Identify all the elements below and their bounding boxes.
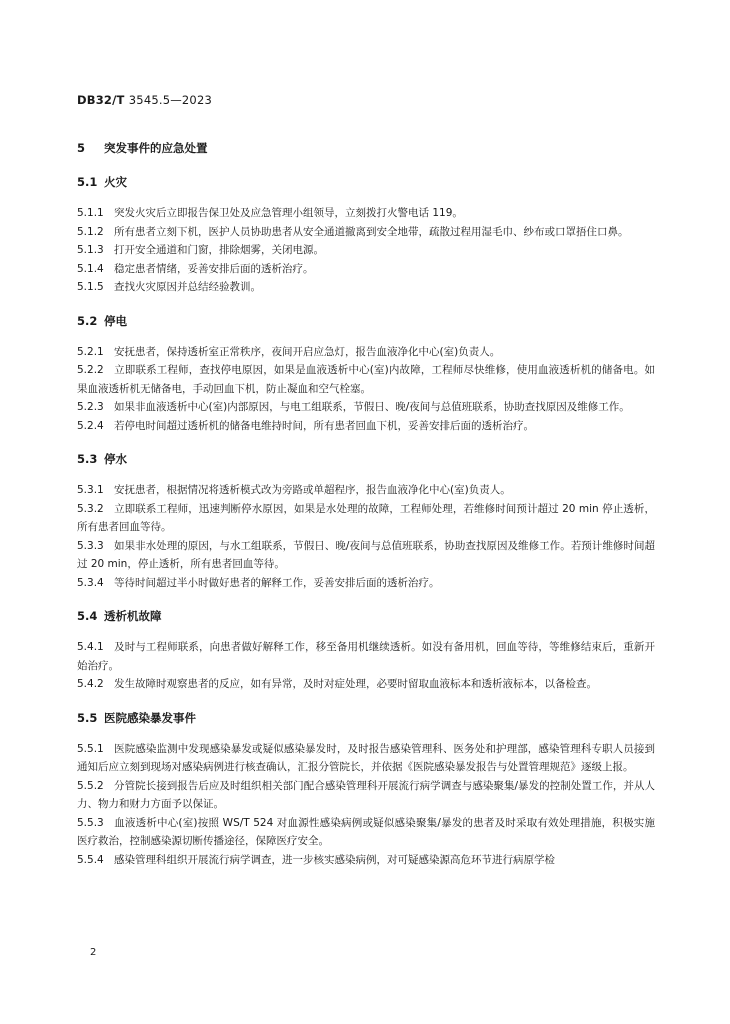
section-fire xyxy=(77,174,655,297)
clause-text: 打开安全通道和门窗，排除烟雾，关闭电源。 xyxy=(114,244,324,256)
clause xyxy=(77,204,655,223)
clause-number: 5.2.4 xyxy=(77,419,104,432)
clause xyxy=(77,343,655,362)
section-title: 停水 xyxy=(104,452,127,466)
clause xyxy=(77,223,655,242)
standard-header xyxy=(77,93,212,107)
section-heading xyxy=(77,608,655,624)
section-power-outage xyxy=(77,313,655,436)
clause xyxy=(77,500,655,537)
document-body xyxy=(77,140,655,885)
clause-text: 稳定患者情绪，妥善安排后面的透析治疗。 xyxy=(114,262,314,275)
clause-number: 5.2.2 xyxy=(77,364,104,376)
clause-number: 5.1.1 xyxy=(77,207,104,219)
clause-text: 安抚患者，保持透析室正常秩序，夜间开启应急灯，报告血液净化中心(室)负责人。 xyxy=(114,345,501,358)
clause xyxy=(77,278,655,297)
clause xyxy=(77,361,655,398)
clause xyxy=(77,740,655,777)
clause xyxy=(77,398,655,417)
clause-text: 立即联系工程师，迅速判断停水原因，如果是水处理的故障，工程师处理，若维修时间预计超过 20 min 停止透析，所有患者回血等待。 xyxy=(77,502,655,533)
clause-text: 突发火灾后立即报告保卫处及应急管理小组领导，立刻拨打火警电话 119。 xyxy=(114,207,463,219)
section-heading xyxy=(77,174,655,190)
chapter-heading xyxy=(77,140,655,156)
clause-text: 等待时间超过半小时做好患者的解释工作，妥善安排后面的透析治疗。 xyxy=(114,576,440,589)
clause-text: 感染管理科组织开展流行病学调查，进一步核实感染病例，对可疑感染源高危环节进行病原学检 xyxy=(114,853,555,866)
section-heading xyxy=(77,313,655,329)
clause-number: 5.3.2 xyxy=(77,502,104,515)
clause-text: 血液透析中心(室)按照 WS/T 524 对血源性感染病例或疑似感染聚集/暴发的患者及时采取有效处理措施，积极实施医疗救治，控制感染源切断传播途径，保障医疗安全。 xyxy=(77,816,655,847)
section-heading xyxy=(77,710,655,726)
clause-text: 分管院长接到报告后应及时组织相关部门配合感染管理科开展流行病学调查与感染聚集/暴发的控制处置工作，并从人力、物力和财力方面予以保证。 xyxy=(77,779,655,810)
clause-text: 若停电时间超过透析机的储备电维持时间，所有患者回血下机，妥善安排后面的透析治疗。 xyxy=(114,419,534,432)
page-number: 2 xyxy=(90,947,97,958)
clause-number: 5.5.1 xyxy=(77,742,104,755)
section-title: 停电 xyxy=(104,313,127,328)
clause-number: 5.3.3 xyxy=(77,539,104,552)
chapter-number: 5 xyxy=(77,141,86,155)
clause xyxy=(77,675,655,694)
clause xyxy=(77,851,655,870)
clause-text: 立即联系工程师，查找停电原因，如果是血液透析中心(室)内故障，工程师尽快维修，使用血液透析机的储备电。如果血液透析机无储备电，手动回血下机，防止凝血和空气栓塞。 xyxy=(77,364,655,395)
section-machine-failure xyxy=(77,608,655,694)
standard-prefix: DB32/T xyxy=(77,93,125,107)
section-number: 5.3 xyxy=(77,452,98,466)
clause-number: 5.3.1 xyxy=(77,484,104,496)
clause-text: 医院感染监测中发现感染暴发或疑似感染暴发时，及时报告感染管理科、医务处和护理部，感染管理科专职人员接到通知后应立刻到现场对感染病例进行核查确认，汇报分管院长，并依据《医院感染暴发报告与处置管理规范》逐级上报。 xyxy=(77,742,655,773)
section-number: 5.4 xyxy=(77,609,98,623)
section-number: 5.2 xyxy=(77,313,98,328)
clause-number: 5.5.3 xyxy=(77,816,104,829)
section-water-outage xyxy=(77,451,655,592)
section-title: 透析机故障 xyxy=(104,609,162,623)
section-title: 医院感染暴发事件 xyxy=(104,710,196,725)
clause-number: 5.2.3 xyxy=(77,401,104,413)
clause-text: 所有患者立刻下机，医护人员协助患者从安全通道撤离到安全地带，疏散过程用湿毛巾、纱布或口罩捂住口鼻。 xyxy=(114,225,629,238)
section-number: 5.1 xyxy=(77,175,98,189)
clause xyxy=(77,537,655,574)
clause-text: 发生故障时观察患者的反应，如有异常，及时对症处理，必要时留取血液标本和透析液标本，以备检查。 xyxy=(114,678,597,690)
clause xyxy=(77,814,655,851)
section-infection-outbreak xyxy=(77,710,655,870)
clause-number: 5.2.1 xyxy=(77,345,104,358)
clause xyxy=(77,260,655,279)
clause-text: 如果非水处理的原因，与水工组联系，节假日、晚/夜间与总值班联系，协助查找原因及维修工作。若预计维修时间超过 20 min，停止透析，所有患者回血等待。 xyxy=(77,539,655,570)
clause-text: 如果非血液透析中心(室)内部原因，与电工组联系，节假日、晚/夜间与总值班联系，协助查找原因及维修工作。 xyxy=(114,401,630,413)
clause-text: 安抚患者，根据情况将透析模式改为旁路或单超程序，报告血液净化中心(室)负责人。 xyxy=(114,484,511,496)
clause-number: 5.3.4 xyxy=(77,576,104,589)
clause xyxy=(77,481,655,500)
clause xyxy=(77,241,655,260)
clause xyxy=(77,417,655,436)
clause xyxy=(77,638,655,675)
clause-number: 5.4.2 xyxy=(77,678,104,690)
clause-number: 5.5.2 xyxy=(77,779,104,792)
clause xyxy=(77,574,655,593)
section-heading xyxy=(77,451,655,467)
clause-number: 5.1.2 xyxy=(77,225,104,238)
clause-number: 5.1.3 xyxy=(77,244,104,256)
chapter-title: 突发事件的应急处置 xyxy=(104,141,208,155)
clause-text: 及时与工程师联系，向患者做好解释工作，移至备用机继续透析。如没有备用机，回血等待，等维修结束后，重新开始治疗。 xyxy=(77,641,655,672)
clause-number: 5.1.5 xyxy=(77,281,104,293)
clause-number: 5.4.1 xyxy=(77,641,104,653)
clause-text: 查找火灾原因并总结经验教训。 xyxy=(114,281,261,293)
section-title: 火灾 xyxy=(104,175,127,189)
clause-number: 5.5.4 xyxy=(77,853,104,866)
clause xyxy=(77,777,655,814)
clause-number: 5.1.4 xyxy=(77,262,104,275)
section-number: 5.5 xyxy=(77,710,98,725)
standard-number: 3545.5—2023 xyxy=(128,93,212,107)
